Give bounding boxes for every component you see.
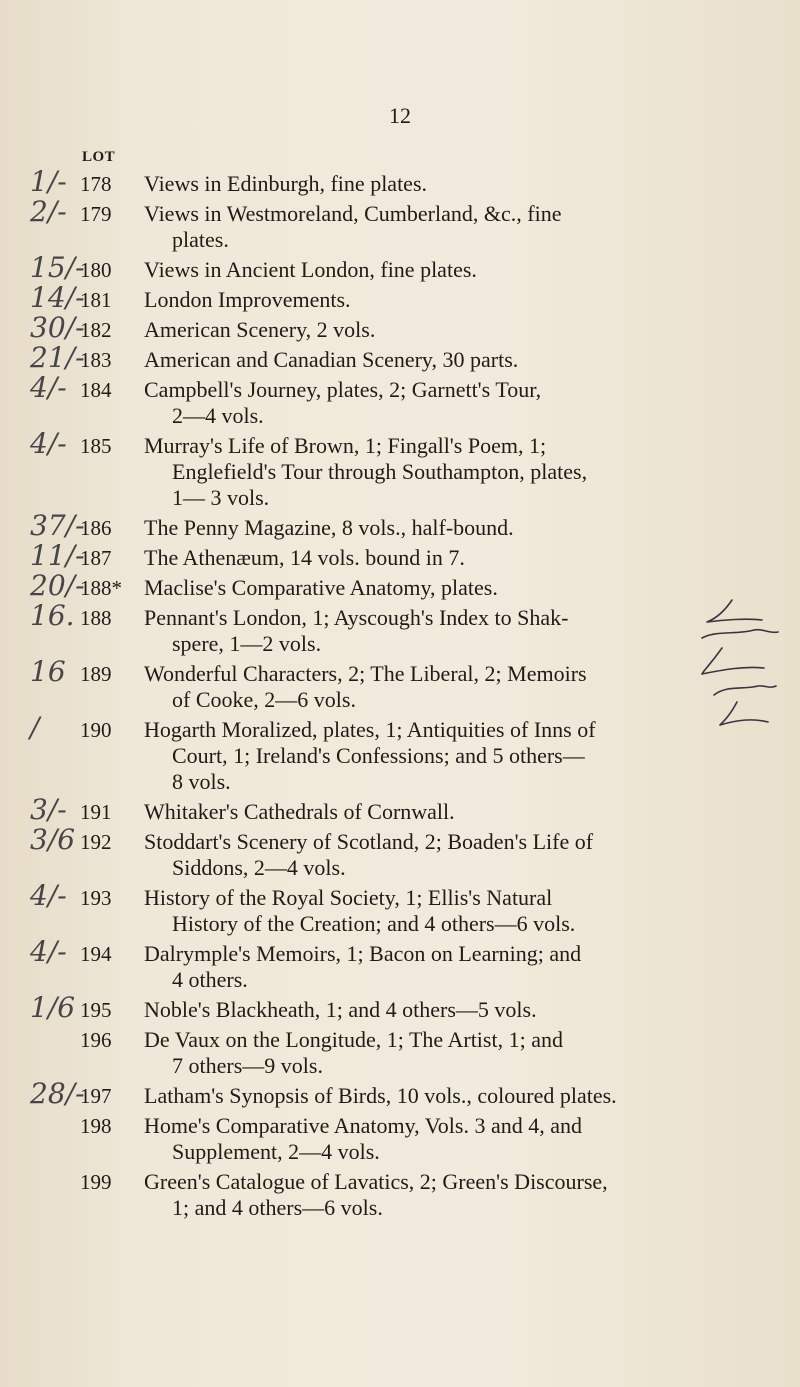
lot-number: 194	[80, 942, 112, 966]
lot-number: 181	[80, 288, 112, 312]
lot-entry	[0, 311, 800, 347]
lot-number: 189	[80, 662, 112, 686]
description-line: Latham's Synopsis of Birds, 10 vols., coloured plates.	[144, 1083, 617, 1108]
lot-description	[144, 941, 700, 997]
lot-number: 193	[80, 886, 112, 910]
handwritten-price: 16.	[30, 599, 75, 632]
lot-entry	[0, 599, 800, 661]
description-line: Stoddart's Scenery of Scotland, 2; Boaden's Life of	[144, 829, 594, 854]
description-line: Siddons, 2—4 vols.	[172, 855, 346, 880]
handwritten-price: 4/-	[30, 935, 67, 968]
lot-entry	[0, 569, 800, 605]
handwritten-price: 20/-	[30, 569, 85, 602]
description-line: American Scenery, 2 vols.	[144, 317, 376, 342]
description-line: History of the Royal Society, 1; Ellis's Natural	[144, 885, 553, 910]
lot-entry	[0, 879, 800, 941]
lot-number: 199	[80, 1170, 112, 1194]
lot-description	[144, 717, 700, 799]
description-line: De Vaux on the Longitude, 1; The Artist, 1; and	[144, 1027, 563, 1052]
lot-entry	[0, 341, 800, 377]
description-line: American and Canadian Scenery, 30 parts.	[144, 347, 519, 372]
description-line: Court, 1; Ireland's Confessions; and 5 others—	[172, 743, 585, 768]
description-line: Views in Westmoreland, Cumberland, &c., fine	[144, 201, 562, 226]
description-line: 4 others.	[172, 967, 248, 992]
lot-description	[144, 201, 700, 257]
lot-description	[144, 997, 700, 1027]
description-line: 2—4 vols.	[172, 403, 264, 428]
lot-entry	[0, 1077, 800, 1113]
lot-description	[144, 377, 700, 433]
lot-description	[144, 661, 700, 717]
lot-entry	[0, 539, 800, 575]
handwritten-price	[30, 1163, 80, 1205]
lot-description	[144, 1083, 700, 1113]
lot-number: 183	[80, 348, 112, 372]
lot-entry	[0, 711, 800, 799]
lot-entry	[0, 251, 800, 287]
description-line: London Improvements.	[144, 287, 351, 312]
handwritten-price: 1/-	[30, 165, 67, 198]
lot-number: 180	[80, 258, 112, 282]
description-line: 1— 3 vols.	[172, 485, 270, 510]
lot-description	[144, 515, 700, 545]
lot-number: 198	[80, 1114, 112, 1138]
description-line: Wonderful Characters, 2; The Liberal, 2; Memoirs	[144, 661, 587, 686]
handwritten-price: 15/-	[30, 251, 85, 284]
lot-description	[144, 317, 700, 347]
description-line: The Penny Magazine, 8 vols., half-bound.	[144, 515, 514, 540]
lot-number: 190	[80, 718, 112, 742]
lot-description	[144, 1169, 700, 1225]
lot-number: 178	[80, 172, 112, 196]
handwritten-price: 3/-	[30, 793, 67, 826]
handwritten-price: 14/-	[30, 281, 85, 314]
handwritten-price: 4/-	[30, 427, 67, 460]
lot-number: 196	[80, 1028, 112, 1052]
lot-entry	[0, 1169, 800, 1225]
lot-number: 186	[80, 516, 112, 540]
description-line: Murray's Life of Brown, 1; Fingall's Poem, 1;	[144, 433, 547, 458]
handwritten-price: 21/-	[30, 341, 85, 374]
lot-number: 179	[80, 202, 112, 226]
description-line: Hogarth Moralized, plates, 1; Antiquities of Inns of	[144, 717, 596, 742]
description-line: 7 others—9 vols.	[172, 1053, 323, 1078]
lot-description	[144, 799, 700, 829]
lot-description	[144, 1113, 700, 1169]
lot-entry	[0, 655, 800, 717]
lot-number: 188*	[80, 576, 122, 600]
description-line: plates.	[172, 227, 229, 252]
handwritten-price	[30, 1021, 80, 1063]
lot-description	[144, 287, 700, 317]
lot-number: 197	[80, 1084, 112, 1108]
lot-description	[144, 545, 700, 575]
description-line: Pennant's London, 1; Ayscough's Index to Shak-	[144, 605, 569, 630]
lot-number: 191	[80, 800, 112, 824]
handwritten-price	[30, 1107, 80, 1149]
lot-number: 187	[80, 546, 112, 570]
handwritten-price: 4/-	[30, 371, 67, 404]
lot-entry	[0, 281, 800, 317]
lot-number: 184	[80, 378, 112, 402]
lot-description	[144, 257, 700, 287]
lot-entry	[0, 1027, 800, 1083]
lot-description	[144, 171, 700, 201]
lot-number: 182	[80, 318, 112, 342]
description-line: Whitaker's Cathedrals of Cornwall.	[144, 799, 455, 824]
handwritten-price: 28/-	[30, 1077, 85, 1110]
handwritten-price: 1/6	[30, 991, 76, 1024]
lot-entry	[0, 935, 800, 997]
lot-description	[144, 829, 700, 885]
handwritten-price: 16	[30, 655, 66, 688]
description-line: Campbell's Journey, plates, 2; Garnett's Tour,	[144, 377, 542, 402]
handwritten-price: 11/-	[30, 539, 85, 572]
description-line: Views in Ancient London, fine plates.	[144, 257, 477, 282]
description-line: Green's Catalogue of Lavatics, 2; Green's Discourse,	[144, 1169, 608, 1194]
lot-description	[144, 605, 700, 661]
lot-number: 195	[80, 998, 112, 1022]
lot-entry	[0, 195, 800, 257]
lot-description	[144, 433, 700, 515]
description-line: History of the Creation; and 4 others—6 vols.	[172, 911, 576, 936]
lot-entry	[0, 371, 800, 433]
handwritten-price: 37/-	[30, 509, 85, 542]
lot-entry	[0, 991, 800, 1027]
description-line: spere, 1—2 vols.	[172, 631, 322, 656]
lot-entry	[0, 1113, 800, 1169]
lot-entry	[0, 427, 800, 515]
description-line: of Cooke, 2—6 vols.	[172, 687, 356, 712]
lot-description	[144, 1027, 700, 1083]
lot-number: 185	[80, 434, 112, 458]
description-line: Maclise's Comparative Anatomy, plates.	[144, 575, 498, 600]
lot-description	[144, 575, 700, 605]
handwritten-price: 3/6	[30, 823, 76, 856]
page-number: 12	[389, 103, 411, 128]
description-line: Dalrymple's Memoirs, 1; Bacon on Learning; and	[144, 941, 582, 966]
description-line: 8 vols.	[172, 769, 231, 794]
lot-list	[0, 165, 800, 1225]
lot-number: 192	[80, 830, 112, 854]
lot-entry	[0, 823, 800, 885]
description-line: Noble's Blackheath, 1; and 4 others—5 vols.	[144, 997, 537, 1022]
description-line: Views in Edinburgh, fine plates.	[144, 171, 428, 196]
description-line: 1; and 4 others—6 vols.	[172, 1195, 383, 1220]
handwritten-price: /	[30, 711, 40, 744]
handwritten-signature-icon	[692, 590, 782, 740]
lot-entry	[0, 509, 800, 545]
lot-description	[144, 347, 700, 377]
lot-description	[144, 885, 700, 941]
lot-entry	[0, 165, 800, 201]
lot-number: 188	[80, 606, 112, 630]
description-line: The Athenæum, 14 vols. bound in 7.	[144, 545, 465, 570]
handwritten-price: 30/-	[30, 311, 85, 344]
handwritten-price: 2/-	[30, 195, 67, 228]
description-line: Englefield's Tour through Southampton, plates,	[172, 459, 588, 484]
lot-column-header: LOT	[82, 149, 116, 165]
description-line: Supplement, 2—4 vols.	[172, 1139, 380, 1164]
handwritten-price: 4/-	[30, 879, 67, 912]
lot-entry	[0, 793, 800, 829]
description-line: Home's Comparative Anatomy, Vols. 3 and 4, and	[144, 1113, 583, 1138]
